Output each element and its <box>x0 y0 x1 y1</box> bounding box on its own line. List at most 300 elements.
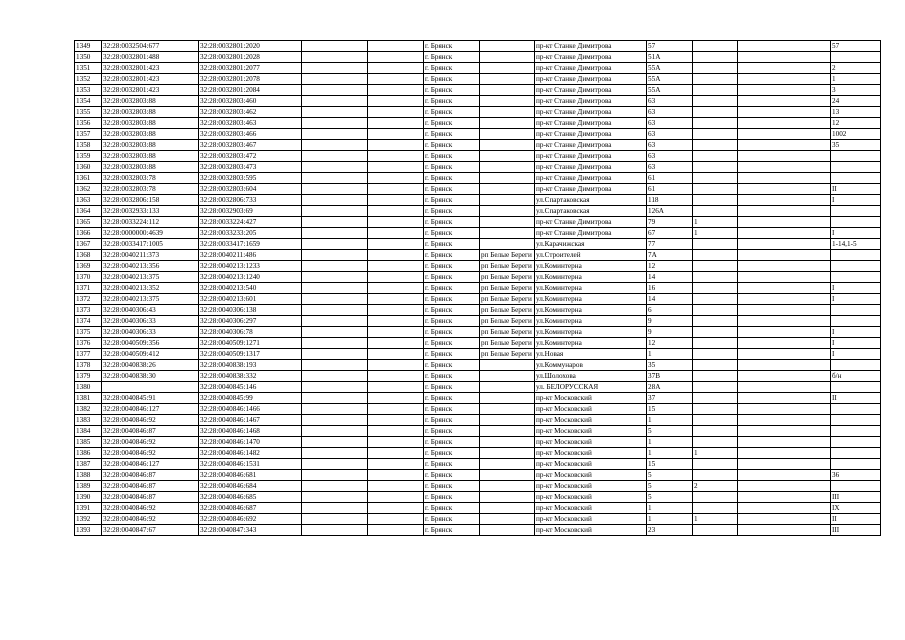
premises-cell: IX <box>831 503 881 514</box>
cadastral-parcel-cell: 32:28:0040845:91 <box>102 393 199 404</box>
table-row <box>75 448 881 459</box>
house-number-cell: 126А <box>647 206 693 217</box>
house-number-cell: 7А <box>647 250 693 261</box>
row-number-cell: 1384 <box>75 426 102 437</box>
empty-cell-b <box>368 118 424 129</box>
empty-cell-b <box>368 393 424 404</box>
empty-cell-c <box>738 195 831 206</box>
cadastral-object-cell: 32:28:0040846:1531 <box>199 459 302 470</box>
premises-cell: 24 <box>831 96 881 107</box>
city-cell: г. Брянск <box>424 459 480 470</box>
cadastral-parcel-cell: 32:28:0040846:92 <box>102 415 199 426</box>
settlement-cell <box>480 151 535 162</box>
house-number-cell: 1 <box>647 514 693 525</box>
house-number-cell: 14 <box>647 272 693 283</box>
premises-cell: 2 <box>831 63 881 74</box>
row-number-cell: 1355 <box>75 107 102 118</box>
premises-cell <box>831 481 881 492</box>
empty-cell-c <box>738 470 831 481</box>
empty-cell-b <box>368 206 424 217</box>
table-row <box>75 514 881 525</box>
building-cell <box>693 459 738 470</box>
empty-cell-b <box>368 492 424 503</box>
cadastral-object-cell: 32:28:0040838:332 <box>199 371 302 382</box>
premises-cell <box>831 261 881 272</box>
settlement-cell <box>480 173 535 184</box>
empty-cell-a <box>302 426 368 437</box>
table-row <box>75 195 881 206</box>
premises-cell: II <box>831 514 881 525</box>
empty-cell-c <box>738 272 831 283</box>
settlement-cell <box>480 514 535 525</box>
empty-cell-a <box>302 338 368 349</box>
row-number-cell: 1391 <box>75 503 102 514</box>
empty-cell-c <box>738 173 831 184</box>
empty-cell-a <box>302 415 368 426</box>
street-cell: пр-кт Станке Димитрова <box>535 74 647 85</box>
cadastral-object-cell: 32:28:0033224:427 <box>199 217 302 228</box>
settlement-cell <box>480 470 535 481</box>
cadastral-parcel-cell: 32:28:0040846:92 <box>102 437 199 448</box>
house-number-cell: 9 <box>647 327 693 338</box>
premises-cell <box>831 162 881 173</box>
building-cell <box>693 415 738 426</box>
building-cell <box>693 349 738 360</box>
empty-cell-c <box>738 129 831 140</box>
empty-cell-c <box>738 459 831 470</box>
city-cell: г. Брянск <box>424 349 480 360</box>
street-cell: ул.Коминтерна <box>535 272 647 283</box>
empty-cell-c <box>738 217 831 228</box>
empty-cell-b <box>368 448 424 459</box>
house-number-cell: 5 <box>647 426 693 437</box>
row-number-cell: 1357 <box>75 129 102 140</box>
city-cell: г. Брянск <box>424 85 480 96</box>
cadastral-parcel-cell: 32:28:0040846:87 <box>102 470 199 481</box>
house-number-cell: 16 <box>647 283 693 294</box>
row-number-cell: 1371 <box>75 283 102 294</box>
city-cell: г. Брянск <box>424 525 480 536</box>
building-cell: 1 <box>693 448 738 459</box>
table-row <box>75 239 881 250</box>
empty-cell-b <box>368 261 424 272</box>
city-cell: г. Брянск <box>424 371 480 382</box>
table-row <box>75 415 881 426</box>
house-number-cell: 63 <box>647 140 693 151</box>
settlement-cell: рп Белые Береги <box>480 305 535 316</box>
empty-cell-b <box>368 470 424 481</box>
empty-cell-a <box>302 239 368 250</box>
empty-cell-a <box>302 349 368 360</box>
building-cell <box>693 129 738 140</box>
cadastral-parcel-cell: 32:28:0033417:1005 <box>102 239 199 250</box>
cadastral-parcel-cell: 32:28:0000000:4639 <box>102 228 199 239</box>
settlement-cell <box>480 195 535 206</box>
empty-cell-c <box>738 41 831 52</box>
house-number-cell: 14 <box>647 294 693 305</box>
city-cell: г. Брянск <box>424 184 480 195</box>
city-cell: г. Брянск <box>424 228 480 239</box>
city-cell: г. Брянск <box>424 426 480 437</box>
empty-cell-c <box>738 404 831 415</box>
settlement-cell <box>480 437 535 448</box>
cadastral-parcel-cell: 32:28:0033224:112 <box>102 217 199 228</box>
empty-cell-a <box>302 448 368 459</box>
empty-cell-b <box>368 63 424 74</box>
cadastral-object-cell: 32:28:0032803:595 <box>199 173 302 184</box>
settlement-cell <box>480 85 535 96</box>
row-number-cell: 1372 <box>75 294 102 305</box>
street-cell: ул.Коминтерна <box>535 338 647 349</box>
street-cell: ул.Строителей <box>535 250 647 261</box>
empty-cell-b <box>368 85 424 96</box>
house-number-cell: 63 <box>647 151 693 162</box>
row-number-cell: 1377 <box>75 349 102 360</box>
cadastral-parcel-cell: 32:28:0040211:373 <box>102 250 199 261</box>
building-cell <box>693 437 738 448</box>
premises-cell: I <box>831 228 881 239</box>
cadastral-object-cell: 32:28:0032803:460 <box>199 96 302 107</box>
building-cell <box>693 162 738 173</box>
row-number-cell: 1385 <box>75 437 102 448</box>
empty-cell-a <box>302 151 368 162</box>
settlement-cell <box>480 129 535 140</box>
row-number-cell: 1354 <box>75 96 102 107</box>
city-cell: г. Брянск <box>424 250 480 261</box>
premises-cell: I <box>831 195 881 206</box>
table-row <box>75 437 881 448</box>
cadastral-object-cell: 32:28:0040846:1468 <box>199 426 302 437</box>
row-number-cell: 1375 <box>75 327 102 338</box>
table-row <box>75 217 881 228</box>
empty-cell-b <box>368 349 424 360</box>
cadastral-object-cell: 32:28:0032903:69 <box>199 206 302 217</box>
empty-cell-c <box>738 283 831 294</box>
building-cell <box>693 41 738 52</box>
empty-cell-b <box>368 52 424 63</box>
empty-cell-b <box>368 239 424 250</box>
house-number-cell: 51А <box>647 52 693 63</box>
empty-cell-c <box>738 481 831 492</box>
cadastral-object-cell: 32:28:0040306:78 <box>199 327 302 338</box>
premises-cell <box>831 437 881 448</box>
table-row <box>75 393 881 404</box>
cadastral-parcel-cell: 32:28:0040838:30 <box>102 371 199 382</box>
cadastral-parcel-cell: 32:28:0032803:88 <box>102 151 199 162</box>
empty-cell-b <box>368 151 424 162</box>
cadastral-object-cell: 32:28:0040845:146 <box>199 382 302 393</box>
table-row <box>75 151 881 162</box>
empty-cell-a <box>302 382 368 393</box>
empty-cell-a <box>302 173 368 184</box>
settlement-cell: рп Белые Береги <box>480 327 535 338</box>
street-cell: пр-кт Станке Димитрова <box>535 217 647 228</box>
settlement-cell <box>480 426 535 437</box>
row-number-cell: 1369 <box>75 261 102 272</box>
empty-cell-b <box>368 96 424 107</box>
cadastral-object-cell: 32:28:0040846:681 <box>199 470 302 481</box>
street-cell: пр-кт Московский <box>535 503 647 514</box>
settlement-cell <box>480 481 535 492</box>
empty-cell-a <box>302 74 368 85</box>
city-cell: г. Брянск <box>424 393 480 404</box>
city-cell: г. Брянск <box>424 481 480 492</box>
street-cell: ул.Коминтерна <box>535 305 647 316</box>
cadastral-parcel-cell: 32:28:0040509:412 <box>102 349 199 360</box>
cadastral-parcel-cell: 32:28:0032801:423 <box>102 85 199 96</box>
house-number-cell: 79 <box>647 217 693 228</box>
empty-cell-a <box>302 492 368 503</box>
settlement-cell <box>480 393 535 404</box>
house-number-cell: 67 <box>647 228 693 239</box>
empty-cell-c <box>738 239 831 250</box>
settlement-cell <box>480 503 535 514</box>
row-number-cell: 1382 <box>75 404 102 415</box>
cadastral-object-cell: 32:28:0040846:1482 <box>199 448 302 459</box>
row-number-cell: 1379 <box>75 371 102 382</box>
street-cell: пр-кт Станке Димитрова <box>535 228 647 239</box>
row-number-cell: 1359 <box>75 151 102 162</box>
premises-cell: I <box>831 327 881 338</box>
city-cell: г. Брянск <box>424 129 480 140</box>
house-number-cell: 1 <box>647 503 693 514</box>
street-cell: пр-кт Московский <box>535 415 647 426</box>
street-cell: пр-кт Московский <box>535 481 647 492</box>
cadastral-parcel-cell: 32:28:0040846:127 <box>102 404 199 415</box>
premises-cell <box>831 173 881 184</box>
premises-cell <box>831 250 881 261</box>
table-row <box>75 140 881 151</box>
empty-cell-c <box>738 514 831 525</box>
cadastral-object-cell: 32:28:0040847:343 <box>199 525 302 536</box>
premises-cell <box>831 360 881 371</box>
building-cell <box>693 74 738 85</box>
house-number-cell: 37В <box>647 371 693 382</box>
city-cell: г. Брянск <box>424 514 480 525</box>
building-cell <box>693 206 738 217</box>
settlement-cell <box>480 162 535 173</box>
cadastral-object-cell: 32:28:0032803:467 <box>199 140 302 151</box>
row-number-cell: 1390 <box>75 492 102 503</box>
cadastral-object-cell: 32:28:0032803:463 <box>199 118 302 129</box>
table-row <box>75 459 881 470</box>
cadastral-parcel-cell: 32:28:0032806:158 <box>102 195 199 206</box>
row-number-cell: 1360 <box>75 162 102 173</box>
building-cell <box>693 525 738 536</box>
building-cell <box>693 305 738 316</box>
table-row <box>75 404 881 415</box>
house-number-cell: 77 <box>647 239 693 250</box>
cadastral-parcel-cell: 32:28:0040846:87 <box>102 492 199 503</box>
city-cell: г. Брянск <box>424 63 480 74</box>
premises-cell <box>831 316 881 327</box>
building-cell <box>693 492 738 503</box>
empty-cell-a <box>302 140 368 151</box>
building-cell <box>693 184 738 195</box>
empty-cell-c <box>738 327 831 338</box>
house-number-cell: 63 <box>647 107 693 118</box>
building-cell <box>693 250 738 261</box>
table-row <box>75 272 881 283</box>
settlement-cell <box>480 404 535 415</box>
empty-cell-b <box>368 74 424 85</box>
row-number-cell: 1393 <box>75 525 102 536</box>
cadastral-object-cell: 32:28:0040509:1271 <box>199 338 302 349</box>
row-number-cell: 1351 <box>75 63 102 74</box>
premises-cell: I <box>831 338 881 349</box>
empty-cell-a <box>302 184 368 195</box>
table-row <box>75 426 881 437</box>
house-number-cell: 63 <box>647 118 693 129</box>
premises-cell: 13 <box>831 107 881 118</box>
street-cell: ул.Спартаковская <box>535 195 647 206</box>
empty-cell-c <box>738 74 831 85</box>
table-row <box>75 96 881 107</box>
empty-cell-a <box>302 195 368 206</box>
empty-cell-c <box>738 250 831 261</box>
empty-cell-a <box>302 294 368 305</box>
premises-cell <box>831 217 881 228</box>
row-number-cell: 1358 <box>75 140 102 151</box>
cadastral-object-cell: 32:28:0040213:1233 <box>199 261 302 272</box>
building-cell <box>693 173 738 184</box>
building-cell <box>693 470 738 481</box>
empty-cell-c <box>738 107 831 118</box>
empty-cell-a <box>302 404 368 415</box>
empty-cell-a <box>302 129 368 140</box>
premises-cell: 1 <box>831 74 881 85</box>
empty-cell-b <box>368 184 424 195</box>
settlement-cell <box>480 371 535 382</box>
empty-cell-c <box>738 338 831 349</box>
row-number-cell: 1378 <box>75 360 102 371</box>
city-cell: г. Брянск <box>424 173 480 184</box>
empty-cell-c <box>738 52 831 63</box>
empty-cell-c <box>738 261 831 272</box>
city-cell: г. Брянск <box>424 437 480 448</box>
building-cell <box>693 503 738 514</box>
city-cell: г. Брянск <box>424 74 480 85</box>
premises-cell <box>831 206 881 217</box>
house-number-cell: 23 <box>647 525 693 536</box>
cadastral-parcel-cell: 32:28:0040846:92 <box>102 448 199 459</box>
empty-cell-b <box>368 250 424 261</box>
empty-cell-c <box>738 85 831 96</box>
city-cell: г. Брянск <box>424 118 480 129</box>
street-cell: пр-кт Московский <box>535 426 647 437</box>
city-cell: г. Брянск <box>424 52 480 63</box>
house-number-cell: 37 <box>647 393 693 404</box>
empty-cell-b <box>368 459 424 470</box>
table-row <box>75 316 881 327</box>
street-cell: пр-кт Станке Димитрова <box>535 129 647 140</box>
building-cell <box>693 96 738 107</box>
city-cell: г. Брянск <box>424 239 480 250</box>
city-cell: г. Брянск <box>424 217 480 228</box>
building-cell <box>693 107 738 118</box>
cadastral-object-cell: 32:28:0040213:601 <box>199 294 302 305</box>
street-cell: пр-кт Станке Димитрова <box>535 41 647 52</box>
empty-cell-c <box>738 382 831 393</box>
settlement-cell: рп Белые Береги <box>480 283 535 294</box>
empty-cell-c <box>738 437 831 448</box>
cadastral-parcel-cell: 32:28:0032801:488 <box>102 52 199 63</box>
empty-cell-a <box>302 52 368 63</box>
empty-cell-c <box>738 162 831 173</box>
settlement-cell: рп Белые Береги <box>480 316 535 327</box>
house-number-cell: 1 <box>647 415 693 426</box>
empty-cell-b <box>368 140 424 151</box>
row-number-cell: 1389 <box>75 481 102 492</box>
house-number-cell: 5 <box>647 470 693 481</box>
house-number-cell: 15 <box>647 459 693 470</box>
house-number-cell: 55А <box>647 85 693 96</box>
premises-cell: 12 <box>831 118 881 129</box>
empty-cell-b <box>368 305 424 316</box>
city-cell: г. Брянск <box>424 261 480 272</box>
house-number-cell: 63 <box>647 162 693 173</box>
empty-cell-a <box>302 327 368 338</box>
premises-cell: 35 <box>831 140 881 151</box>
cadastral-object-cell: 32:28:0040846:685 <box>199 492 302 503</box>
empty-cell-b <box>368 217 424 228</box>
cadastral-parcel-cell: 32:28:0032504:677 <box>102 41 199 52</box>
row-number-cell: 1370 <box>75 272 102 283</box>
table-row <box>75 327 881 338</box>
premises-cell <box>831 382 881 393</box>
empty-cell-b <box>368 514 424 525</box>
settlement-cell: рп Белые Береги <box>480 250 535 261</box>
house-number-cell: 6 <box>647 305 693 316</box>
cadastral-parcel-cell: 32:28:0032803:88 <box>102 96 199 107</box>
empty-cell-a <box>302 217 368 228</box>
empty-cell-c <box>738 140 831 151</box>
settlement-cell <box>480 448 535 459</box>
city-cell: г. Брянск <box>424 140 480 151</box>
street-cell: ул.Шолохова <box>535 371 647 382</box>
building-cell: 1 <box>693 217 738 228</box>
settlement-cell <box>480 360 535 371</box>
empty-cell-a <box>302 228 368 239</box>
cadastral-object-cell: 32:28:0032806:733 <box>199 195 302 206</box>
building-cell <box>693 261 738 272</box>
settlement-cell <box>480 459 535 470</box>
empty-cell-b <box>368 272 424 283</box>
street-cell: ул.Коминтерна <box>535 327 647 338</box>
house-number-cell: 61 <box>647 184 693 195</box>
row-number-cell: 1350 <box>75 52 102 63</box>
table-row <box>75 525 881 536</box>
settlement-cell: рп Белые Береги <box>480 338 535 349</box>
empty-cell-c <box>738 371 831 382</box>
empty-cell-b <box>368 283 424 294</box>
empty-cell-c <box>738 503 831 514</box>
table-row <box>75 162 881 173</box>
street-cell: пр-кт Станке Димитрова <box>535 162 647 173</box>
table-row <box>75 261 881 272</box>
street-cell: ул.Коминтерна <box>535 316 647 327</box>
empty-cell-b <box>368 371 424 382</box>
empty-cell-a <box>302 206 368 217</box>
table-row <box>75 503 881 514</box>
house-number-cell: 61 <box>647 173 693 184</box>
cadastral-parcel-cell: 32:28:0040846:127 <box>102 459 199 470</box>
empty-cell-b <box>368 525 424 536</box>
cadastral-parcel-cell: 32:28:0040213:352 <box>102 283 199 294</box>
house-number-cell: 12 <box>647 261 693 272</box>
cadastral-parcel-cell: 32:28:0032803:78 <box>102 173 199 184</box>
empty-cell-b <box>368 382 424 393</box>
